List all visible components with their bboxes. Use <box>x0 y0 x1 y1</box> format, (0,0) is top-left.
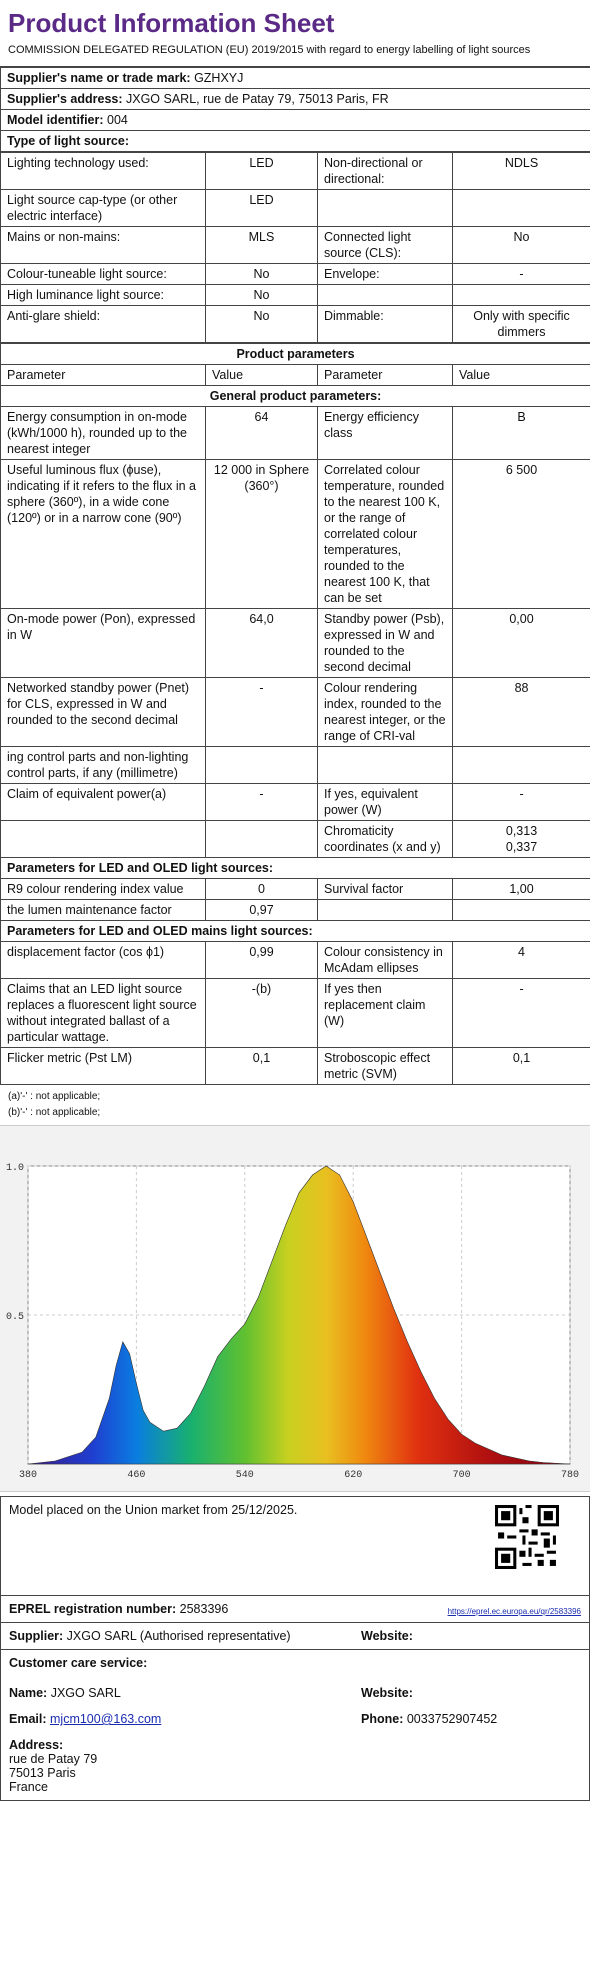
general-param-row <box>1 407 590 460</box>
param-value: 0,00 <box>453 609 590 678</box>
param-value: - <box>206 678 318 747</box>
param-label: Colour rendering index, rounded to the nearest integer, or the range of CRI-val <box>318 678 453 747</box>
email-link[interactable]: mjcm100@163.com <box>50 1712 162 1726</box>
footer-supplier-label: Supplier: <box>9 1629 64 1643</box>
param-label <box>318 747 453 784</box>
mains-params-heading: Parameters for LED and OLED mains light sources: <box>1 921 590 942</box>
type-row <box>1 306 590 343</box>
website-label: Website: <box>361 1629 413 1643</box>
param-value: 6 500 <box>453 460 590 609</box>
x-tick-label: 380 <box>18 1470 38 1481</box>
eprel-number: 2583396 <box>179 1602 229 1616</box>
general-params-heading: General product parameters: <box>1 386 590 407</box>
y-tick-label: 0.5 <box>5 1312 24 1323</box>
email-label: Email: <box>9 1712 47 1726</box>
spectrum-chart <box>0 1125 590 1492</box>
params-table <box>0 343 590 1085</box>
param-label: Connected light source (CLS): <box>318 227 453 264</box>
param-value: - <box>206 784 318 821</box>
param-value <box>206 747 318 784</box>
phone-number: 0033752907452 <box>406 1712 498 1726</box>
param-value: - <box>453 979 590 1048</box>
param-value: B <box>453 407 590 460</box>
footnote-b: (b)'-' : not applicable; <box>8 1107 101 1118</box>
mains-param-row <box>1 942 590 979</box>
supplier-address: JXGO SARL, rue de Patay 79, 75013 Paris, FR <box>126 92 389 106</box>
col-param-1: Parameter <box>1 365 206 386</box>
x-tick-label: 780 <box>560 1470 580 1481</box>
eprel-row <box>1 1596 589 1623</box>
type-row <box>1 285 590 306</box>
param-label: Flicker metric (Pst LM) <box>1 1048 206 1085</box>
param-value: 0,313 0,337 <box>453 821 590 858</box>
param-label: Mains or non-mains: <box>1 227 206 264</box>
x-tick-label: 540 <box>235 1470 254 1481</box>
general-param-row <box>1 678 590 747</box>
general-param-row <box>1 460 590 609</box>
x-tick-label: 460 <box>127 1470 146 1481</box>
param-label: Colour-tuneable light source: <box>1 264 206 285</box>
param-value: No <box>206 264 318 285</box>
param-value: 12 000 in Sphere (360°) <box>206 460 318 609</box>
market-text: Model placed on the Union market from 25/12/2025. <box>9 1503 298 1517</box>
type-row <box>1 190 590 227</box>
y-tick-label: 1.0 <box>5 1163 24 1174</box>
param-value: No <box>206 306 318 343</box>
param-label: Energy efficiency class <box>318 407 453 460</box>
param-value: 0,97 <box>206 900 318 921</box>
model-identifier: 004 <box>107 113 128 127</box>
footnotes <box>0 1085 590 1125</box>
address-label: Address: <box>9 1738 64 1752</box>
address-line-1: rue de Patay 79 <box>9 1752 98 1766</box>
param-label: Lighting technology used: <box>1 153 206 190</box>
param-value: 4 <box>453 942 590 979</box>
product-params-heading: Product parameters <box>1 344 590 365</box>
general-param-row <box>1 821 590 858</box>
mains-param-row <box>1 1048 590 1085</box>
phone-label: Phone: <box>361 1712 404 1726</box>
param-label: Correlated colour temperature, rounded to the nearest 100 K, or the range of correlated colour temperatures, rounded to the nearest 100 K, that can be set <box>318 460 453 609</box>
param-value: 0,99 <box>206 942 318 979</box>
info-table <box>0 66 590 152</box>
param-label: On-mode power (Pon), expressed in W <box>1 609 206 678</box>
care-name-label: Name: <box>9 1686 48 1700</box>
param-value <box>453 900 590 921</box>
param-label: ing control parts and non-lighting control parts, if any (millimetre) <box>1 747 206 784</box>
param-value <box>453 285 590 306</box>
supplier-address-label: Supplier's address: <box>7 92 123 106</box>
param-value: 0,1 <box>453 1048 590 1085</box>
type-row <box>1 264 590 285</box>
param-value: NDLS <box>453 153 590 190</box>
type-row <box>1 227 590 264</box>
param-label: Dimmable: <box>318 306 453 343</box>
param-value: 0,1 <box>206 1048 318 1085</box>
param-label: Chromaticity coordinates (x and y) <box>318 821 453 858</box>
param-value: MLS <box>206 227 318 264</box>
type-row <box>1 153 590 190</box>
supplier-name-label: Supplier's name or trade mark: <box>7 71 191 85</box>
model-identifier-label: Model identifier: <box>7 113 104 127</box>
eprel-link[interactable]: https://eprel.ec.europa.eu/qr/2583396 <box>447 1607 581 1616</box>
param-label <box>318 900 453 921</box>
supplier-row <box>1 1623 589 1650</box>
col-value-1: Value <box>206 365 318 386</box>
param-value: LED <box>206 153 318 190</box>
param-value: 64 <box>206 407 318 460</box>
eprel-label: EPREL registration number: <box>9 1602 177 1616</box>
param-value: Only with specific dimmers <box>453 306 590 343</box>
general-param-row <box>1 784 590 821</box>
param-label: If yes, equivalent power (W) <box>318 784 453 821</box>
param-label: Standby power (Psb), expressed in W and rounded to the second decimal <box>318 609 453 678</box>
param-label: Claims that an LED light source replaces a fluorescent light source without integrated ballast of a particular wattage. <box>1 979 206 1048</box>
param-value: LED <box>206 190 318 227</box>
param-value: No <box>453 227 590 264</box>
address-line-2: 75013 Paris <box>9 1766 76 1780</box>
param-label: R9 colour rendering index value <box>1 879 206 900</box>
led-param-row <box>1 879 590 900</box>
param-value: No <box>206 285 318 306</box>
care-website-label: Website: <box>361 1686 413 1700</box>
type-table <box>0 152 590 343</box>
param-label: If yes then replacement claim (W) <box>318 979 453 1048</box>
param-label: displacement factor (cos ϕ1) <box>1 942 206 979</box>
param-value: - <box>453 264 590 285</box>
param-label <box>318 190 453 227</box>
param-label: Envelope: <box>318 264 453 285</box>
param-label: the lumen maintenance factor <box>1 900 206 921</box>
param-value <box>206 821 318 858</box>
spectrum-svg <box>0 1126 590 1491</box>
type-heading: Type of light source: <box>1 131 590 152</box>
address-line-3: France <box>9 1780 48 1794</box>
footer-box <box>0 1496 590 1801</box>
param-label: High luminance light source: <box>1 285 206 306</box>
param-label: Survival factor <box>318 879 453 900</box>
qr-code-icon <box>495 1505 559 1569</box>
param-value: - <box>453 784 590 821</box>
param-label: Networked standby power (Pnet) for CLS, expressed in W and rounded to the second decimal <box>1 678 206 747</box>
param-label: Useful luminous flux (ϕuse), indicating if it refers to the flux in a sphere (360º), in a wide cone (120º) or in a narrow cone (90º) <box>1 460 206 609</box>
page-title: Product Information Sheet <box>8 8 335 38</box>
param-label <box>318 285 453 306</box>
care-row <box>1 1650 589 1800</box>
param-value <box>453 747 590 784</box>
param-label: Colour consistency in McAdam ellipses <box>318 942 453 979</box>
care-name: JXGO SARL <box>50 1686 121 1700</box>
param-value: 88 <box>453 678 590 747</box>
param-label: Energy consumption in on-mode (kWh/1000 h), rounded up to the nearest integer <box>1 407 206 460</box>
led-params-heading: Parameters for LED and OLED light sources: <box>1 858 590 879</box>
param-value: 64,0 <box>206 609 318 678</box>
param-value: -(b) <box>206 979 318 1048</box>
general-param-row <box>1 609 590 678</box>
supplier-name: GZHXYJ <box>194 71 244 85</box>
col-value-2: Value <box>453 365 590 386</box>
market-row <box>1 1497 589 1596</box>
param-value <box>453 190 590 227</box>
param-label: Light source cap-type (or other electric interface) <box>1 190 206 227</box>
x-tick-label: 700 <box>452 1470 471 1481</box>
param-label <box>1 821 206 858</box>
param-value: 0 <box>206 879 318 900</box>
param-label: Non-directional or directional: <box>318 153 453 190</box>
led-param-row <box>1 900 590 921</box>
param-label: Anti-glare shield: <box>1 306 206 343</box>
param-label: Stroboscopic effect metric (SVM) <box>318 1048 453 1085</box>
param-value: 1,00 <box>453 879 590 900</box>
x-tick-label: 620 <box>344 1470 363 1481</box>
regulation-subtitle: COMMISSION DELEGATED REGULATION (EU) 2019/2015 with regard to energy labelling of light sources <box>8 44 531 56</box>
footer-supplier: JXGO SARL (Authorised representative) <box>66 1629 291 1643</box>
col-param-2: Parameter <box>318 365 453 386</box>
customer-care-label: Customer care service: <box>9 1656 148 1670</box>
mains-param-row <box>1 979 590 1048</box>
param-label: Claim of equivalent power(a) <box>1 784 206 821</box>
general-param-row <box>1 747 590 784</box>
footnote-a: (a)'-' : not applicable; <box>8 1091 101 1102</box>
